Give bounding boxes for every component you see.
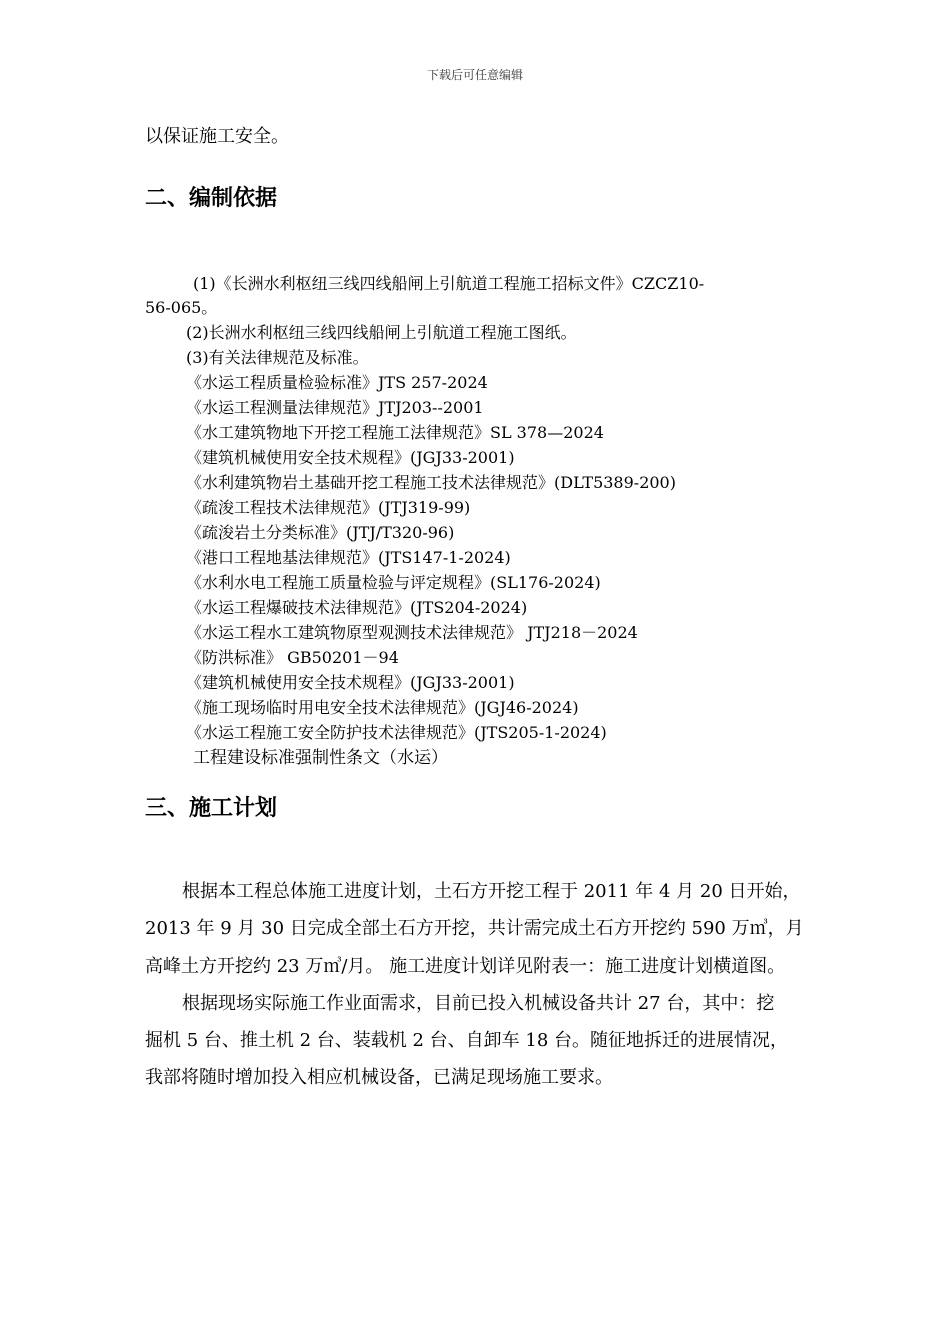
reference-item: 《疏浚工程技术法律规范》(JTJ319-99) <box>186 498 471 517</box>
reference-item: 《疏浚岩土分类标准》(JTJ/T320-96) <box>186 523 455 542</box>
reference-item: 《水利建筑物岩土基础开挖工程施工技术法律规范》(DLT5389-200) <box>186 473 676 492</box>
reference-item: (2)长洲水利枢纽三线四线船闸上引航道工程施工图纸。 <box>186 323 577 342</box>
reference-item: 《水利水电工程施工质量检验与评定规程》(SL176-2024) <box>186 573 601 592</box>
section-3-title: 三、施工计划 <box>145 796 278 821</box>
reference-item: 《防洪标准》 GB50201－94 <box>186 648 399 667</box>
reference-item: 工程建设标准强制性条文（水运） <box>193 748 448 768</box>
reference-item: (3)有关法律规范及标准。 <box>186 348 369 367</box>
reference-item: 《建筑机械使用安全技术规程》(JGJ33-2001) <box>186 448 515 467</box>
reference-item: 56-065。 <box>145 298 218 317</box>
reference-item: 《水运工程水工建筑物原型观测技术法律规范》 JTJ218－2024 <box>186 623 638 642</box>
schedule-paragraph-line: 高峰土方开挖约 23 万㎥/月。 施工进度计划详见附表一：施工进度计划横道图。 <box>145 956 786 977</box>
reference-item: 《建筑机械使用安全技术规程》(JGJ33-2001) <box>186 673 515 692</box>
reference-item: 《水工建筑物地下开挖工程施工法律规范》SL 378—2024 <box>186 423 604 442</box>
reference-item: 《施工现场临时用电安全技术法律规范》(JGJ46-2024) <box>186 698 579 717</box>
page-header-note: 下载后可任意编辑 <box>426 68 523 82</box>
reference-item: 《水运工程测量法律规范》JTJ203--2001 <box>186 398 484 417</box>
intro-tail-text: 以保证施工安全。 <box>145 126 289 147</box>
reference-item: (1)《长洲水利枢纽三线四线船闸上引航道工程施工招标文件》CZCZ10- <box>193 274 705 293</box>
reference-item: 《水运工程施工安全防护技术法律规范》(JTS205-1-2024) <box>186 723 607 742</box>
reference-item: 《港口工程地基法律规范》(JTS147-1-2024) <box>186 548 511 567</box>
equipment-paragraph-line: 根据现场实际施工作业面需求，目前已投入机械设备共计 27 台，其中：挖 <box>182 993 775 1014</box>
schedule-paragraph-line: 根据本工程总体施工进度计划，土石方开挖工程于 2011 年 4 月 20 日开始， <box>182 881 801 902</box>
equipment-paragraph-line: 掘机 5 台、推土机 2 台、装载机 2 台、自卸车 18 台。随征地拆迁的进展情况， <box>145 1030 789 1051</box>
reference-item: 《水运工程质量检验标准》JTS 257-2024 <box>186 373 488 392</box>
section-2-title: 二、编制依据 <box>145 186 278 211</box>
equipment-paragraph-line: 我部将随时增加投入相应机械设备，已满足现场施工要求。 <box>145 1067 613 1088</box>
reference-item: 《水运工程爆破技术法律规范》(JTS204-2024) <box>186 598 528 617</box>
schedule-paragraph-line: 2013 年 9 月 30 日完成全部土石方开挖，共计需完成土石方开挖约 590 万㎥，月 <box>145 918 804 939</box>
